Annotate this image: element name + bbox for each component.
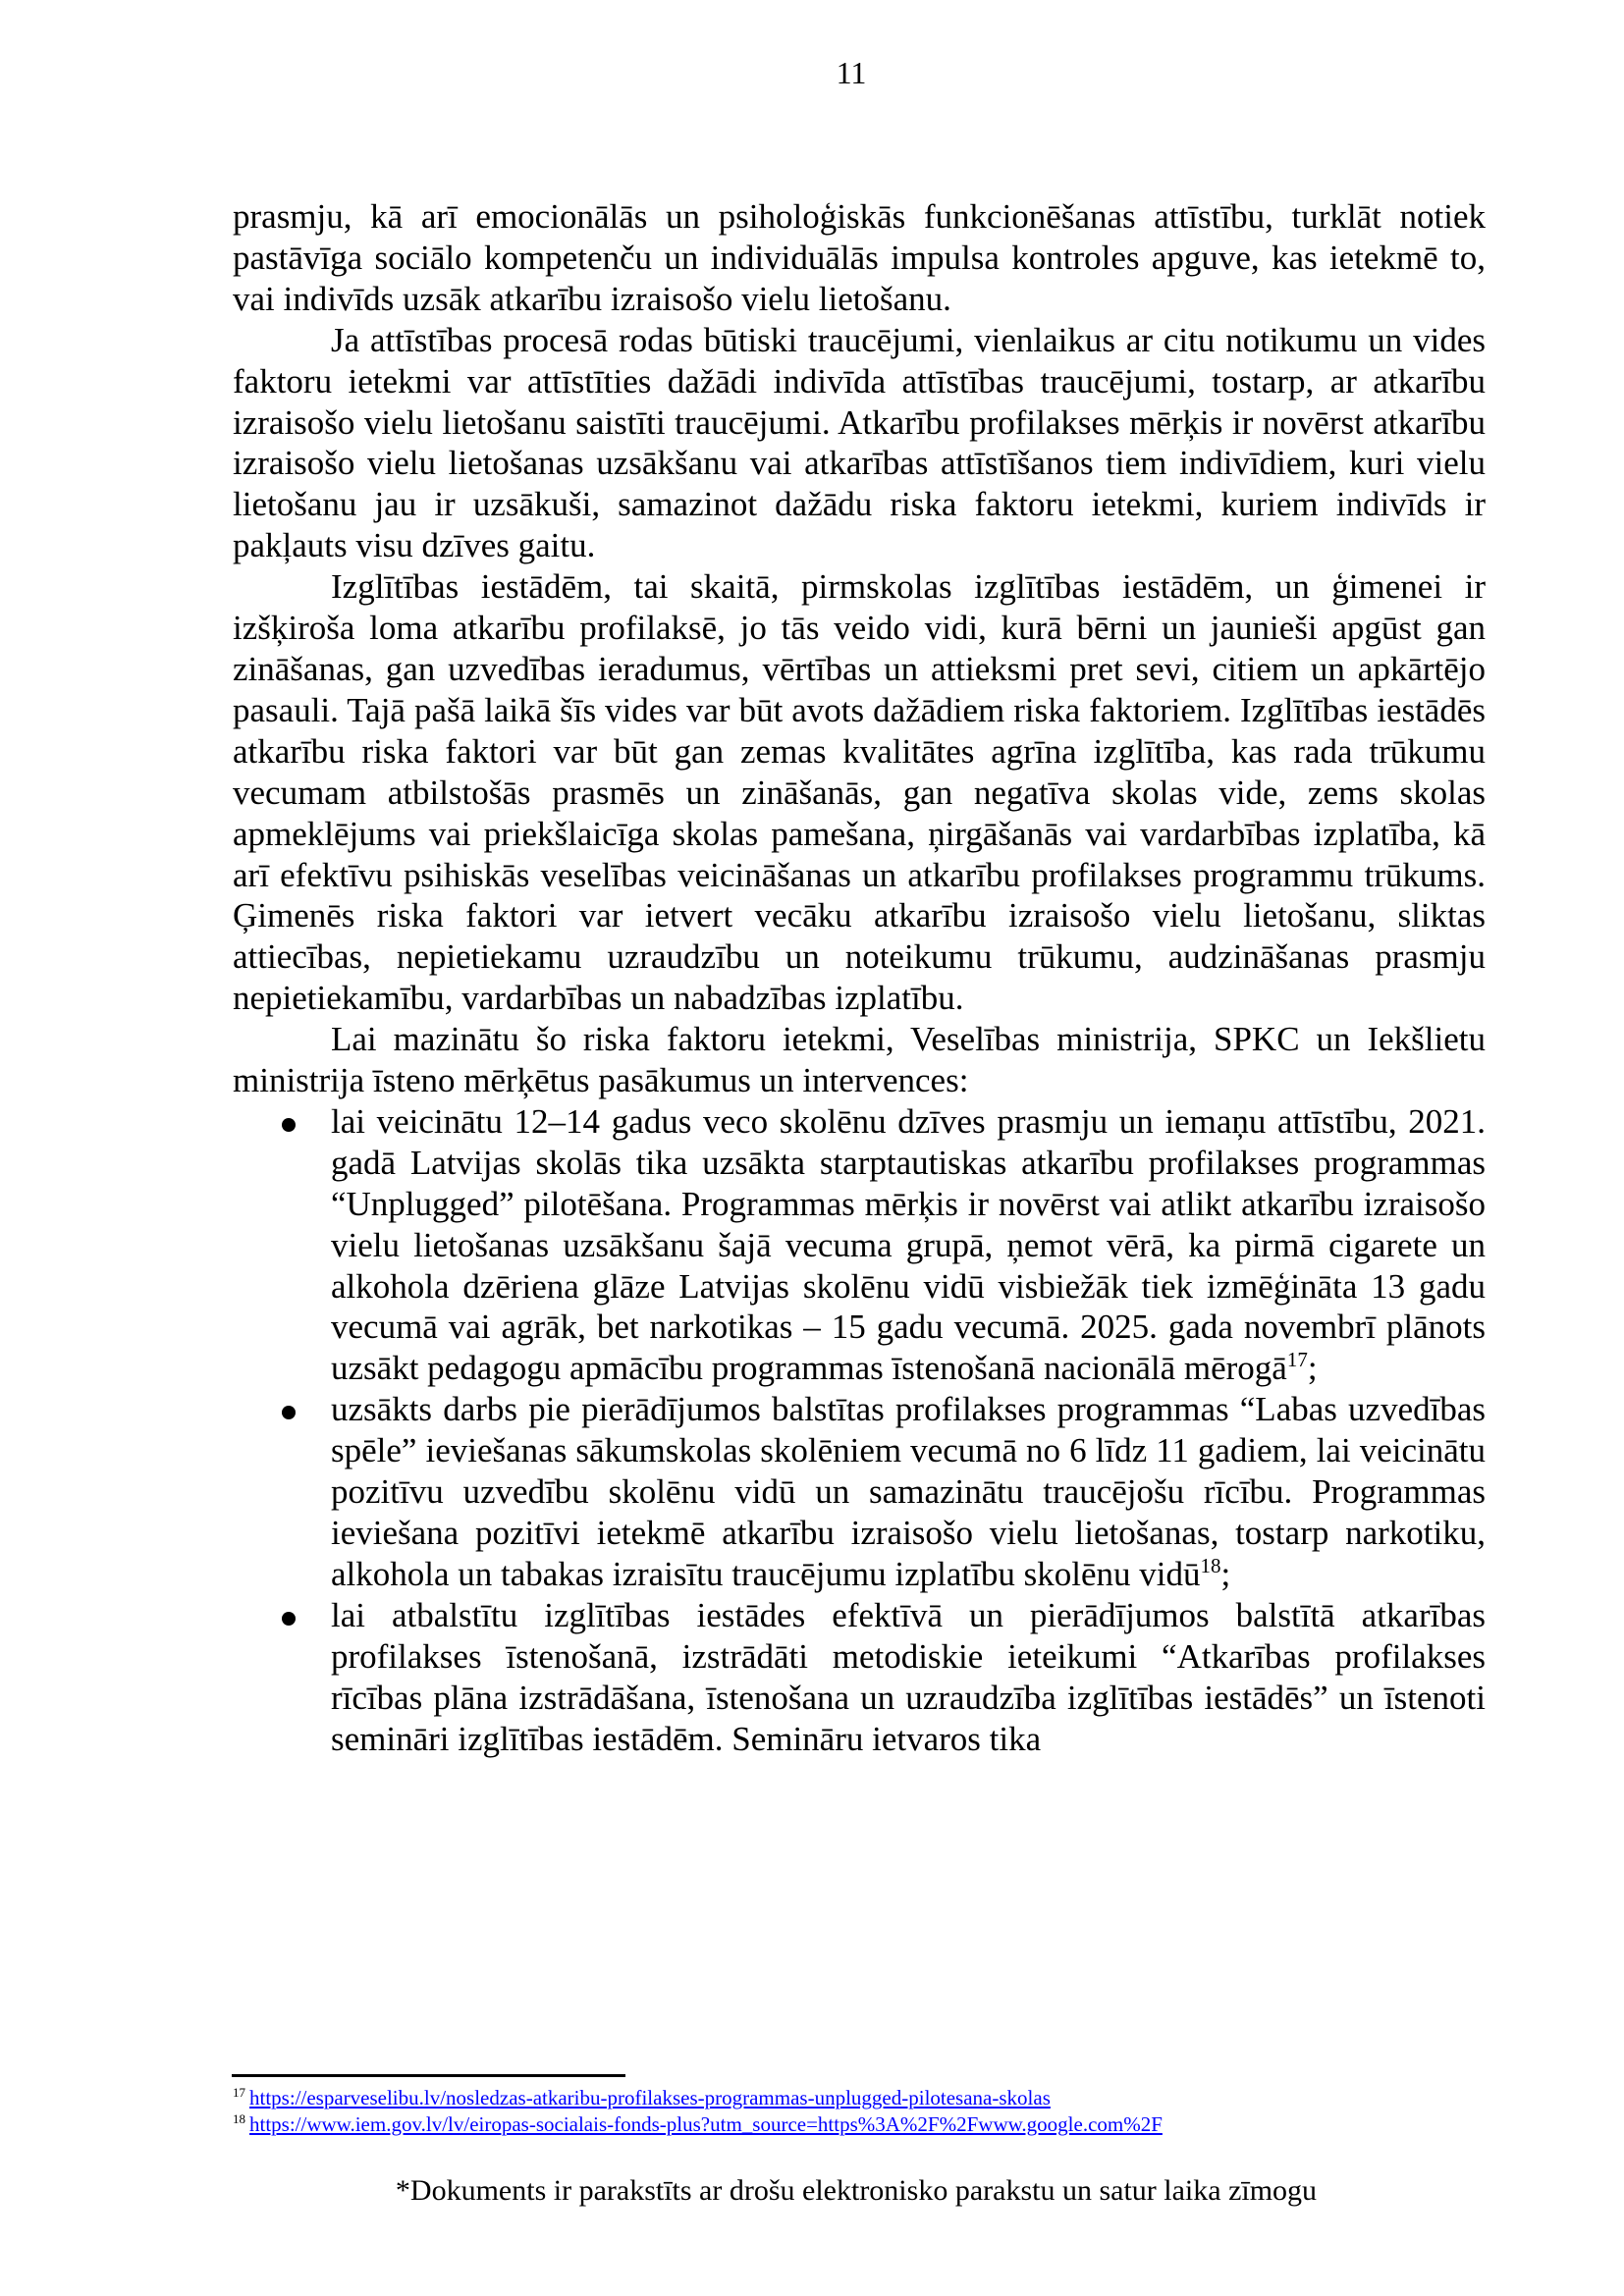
list-item-text: uzsākts darbs pie pierādījumos balstītas profilakses programmas “Labas uzvedības spēle” ieviešanas sākumskolas skolēniem vecumā no 6 līdz 11 gadiem, lai veicinātu pozitīvu uzvedību skolēnu vidū un samazinātu traucējošu rīcību. Programmas ieviešana pozitīvi ietekmē atkarību izraisošo vielu lietošanas, tostarp narkotiku, alkohola un tabakas izraisītu traucējumu izplatību skolēnu vidū	[331, 1390, 1486, 1593]
paragraph-1: prasmju, kā arī emocionālās un psiholoģiskās funkcionēšanas attīstību, turklāt notiek pastāvīga sociālo kompetenču un individuālās impulsa kontroles apguve, kas ietekmē to, vai indivīds uzsāk atkarību izraisošo vielu lietošanu.	[233, 197, 1486, 318]
list-item	[233, 1595, 1486, 1760]
intervention-list	[233, 1101, 1486, 1760]
paragraph-4: Lai mazinātu šo riska faktoru ietekmi, Veselības ministrija, SPKC un Iekšlietu ministrija īsteno mērķētus pasākumus un intervences:	[233, 1020, 1486, 1100]
footnote-link[interactable]: https://www.iem.gov.lv/lv/eiropas-socialais-fonds-plus?utm_source=https%3A%2F%2Fwww.google.com%2F	[249, 2112, 1163, 2136]
paragraph-2: Ja attīstības procesā rodas būtiski traucējumi, vienlaikus ar citu notikumu un vides faktoru ietekmi var attīstīties dažādi indivīda attīstības traucējumi, tostarp, ar atkarību izraisošo vielu lietošanu saistīti traucējumi. Atkarību profilakses mērķis ir novērst atkarību izraisošo vielu lietošanas uzsākšanu vai atkarības attīstīšanos tiem indivīdiem, kuri vielu lietošanu jau ir uzsākuši, samazinot dažādu riska faktoru ietekmi, kuriem indivīds ir pakļauts visu dzīves gaitu.	[233, 320, 1486, 565]
list-item	[233, 1101, 1486, 1389]
list-item-tail: ;	[1220, 1554, 1231, 1593]
page-number: 11	[836, 55, 867, 90]
footnote-separator	[232, 2074, 625, 2077]
footnote-17	[233, 2085, 1509, 2111]
footnote-number: 17	[233, 2085, 245, 2100]
paragraph-3: Izglītības iestādēm, tai skaitā, pirmskolas izglītības iestādēm, un ģimenei ir izšķiroša loma atkarību profilaksē, jo tās veido vidi, kurā bērni un jaunieši apgūst gan zināšanas, gan uzvedības ieradumus, vērtības un attieksmi pret sevi, citiem un apkārtējo pasauli. Tajā pašā laikā šīs vides var būt avots dažādiem riska faktoriem. Izglītības iestādēs atkarību riska faktori var būt gan zemas kvalitātes agrīna izglītība, kas rada trūkumu vecumam atbilstošās prasmēs un zināšanās, gan negatīva skolas vide, zems skolas apmeklējums vai priekšlaicīga skolas pamešana, ņirgāšanās vai vardarbības izplatība, kā arī efektīvu psihiskās veselības veicināšanas un atkarību profilakses programmu trūkums. Ģimenēs riska faktori var ietvert vecāku atkarību izraisošo vielu lietošanu, sliktas attiecības, nepietiekamu uzraudzību un noteikumu trūkumu, audzināšanas prasmju nepietiekamību, vardarbības un nabadzības izplatību.	[233, 567, 1486, 1018]
list-item-tail: ;	[1307, 1349, 1318, 1388]
list-item	[233, 1389, 1486, 1595]
footnote-ref-18[interactable]: 18	[1200, 1553, 1221, 1577]
footnote-18	[233, 2111, 1509, 2138]
list-item-text: lai atbalstītu izglītības iestādes efektīvā un pierādījumos balstītā atkarības profilakses īstenošanā, izstrādāti metodiskie ieteikumi “Atkarības profilakses rīcības plāna izstrādāšana, īstenošana un uzraudzība izglītības iestādēs” un īstenoti semināri izglītības iestādēm. Semināru ietvaros tika	[331, 1595, 1486, 1758]
footnote-link[interactable]: https://esparveselibu.lv/nosledzas-atkaribu-profilakses-programmas-unplugged-pilotesana-skolas	[249, 2086, 1051, 2109]
footnote-ref-17[interactable]: 17	[1286, 1348, 1308, 1372]
bullet-icon	[282, 1612, 296, 1626]
document-body	[233, 196, 1486, 1759]
bullet-icon	[282, 1406, 296, 1419]
signature-note: *Dokuments ir parakstīts ar drošu elektronisko parakstu un satur laika zīmogu	[395, 2174, 1318, 2207]
bullet-icon	[282, 1118, 296, 1132]
footnote-number: 18	[233, 2111, 245, 2126]
list-item-text: lai veicinātu 12–14 gadus veco skolēnu dzīves prasmju un iemaņu attīstību, 2021. gadā Latvijas skolās tika uzsākta starptautiskas atkarību profilakses programmas “Unplugged” pilotēšana. Programmas mērķis ir novērst vai atlikt atkarību izraisošo vielu lietošanas uzsākšanu šajā vecuma grupā, ņemot vērā, ka pirmā cigarete un alkohola dzēriena glāze Latvijas skolēnu vidū visbiežāk tiek izmēģināta 13 gadu vecumā vai agrāk, bet narkotikas – 15 gadu vecumā. 2025. gada novembrī plānots uzsākt pedagogu apmācību programmas īstenošanā nacionālā mērogā	[331, 1101, 1486, 1388]
footnotes	[233, 2085, 1509, 2138]
